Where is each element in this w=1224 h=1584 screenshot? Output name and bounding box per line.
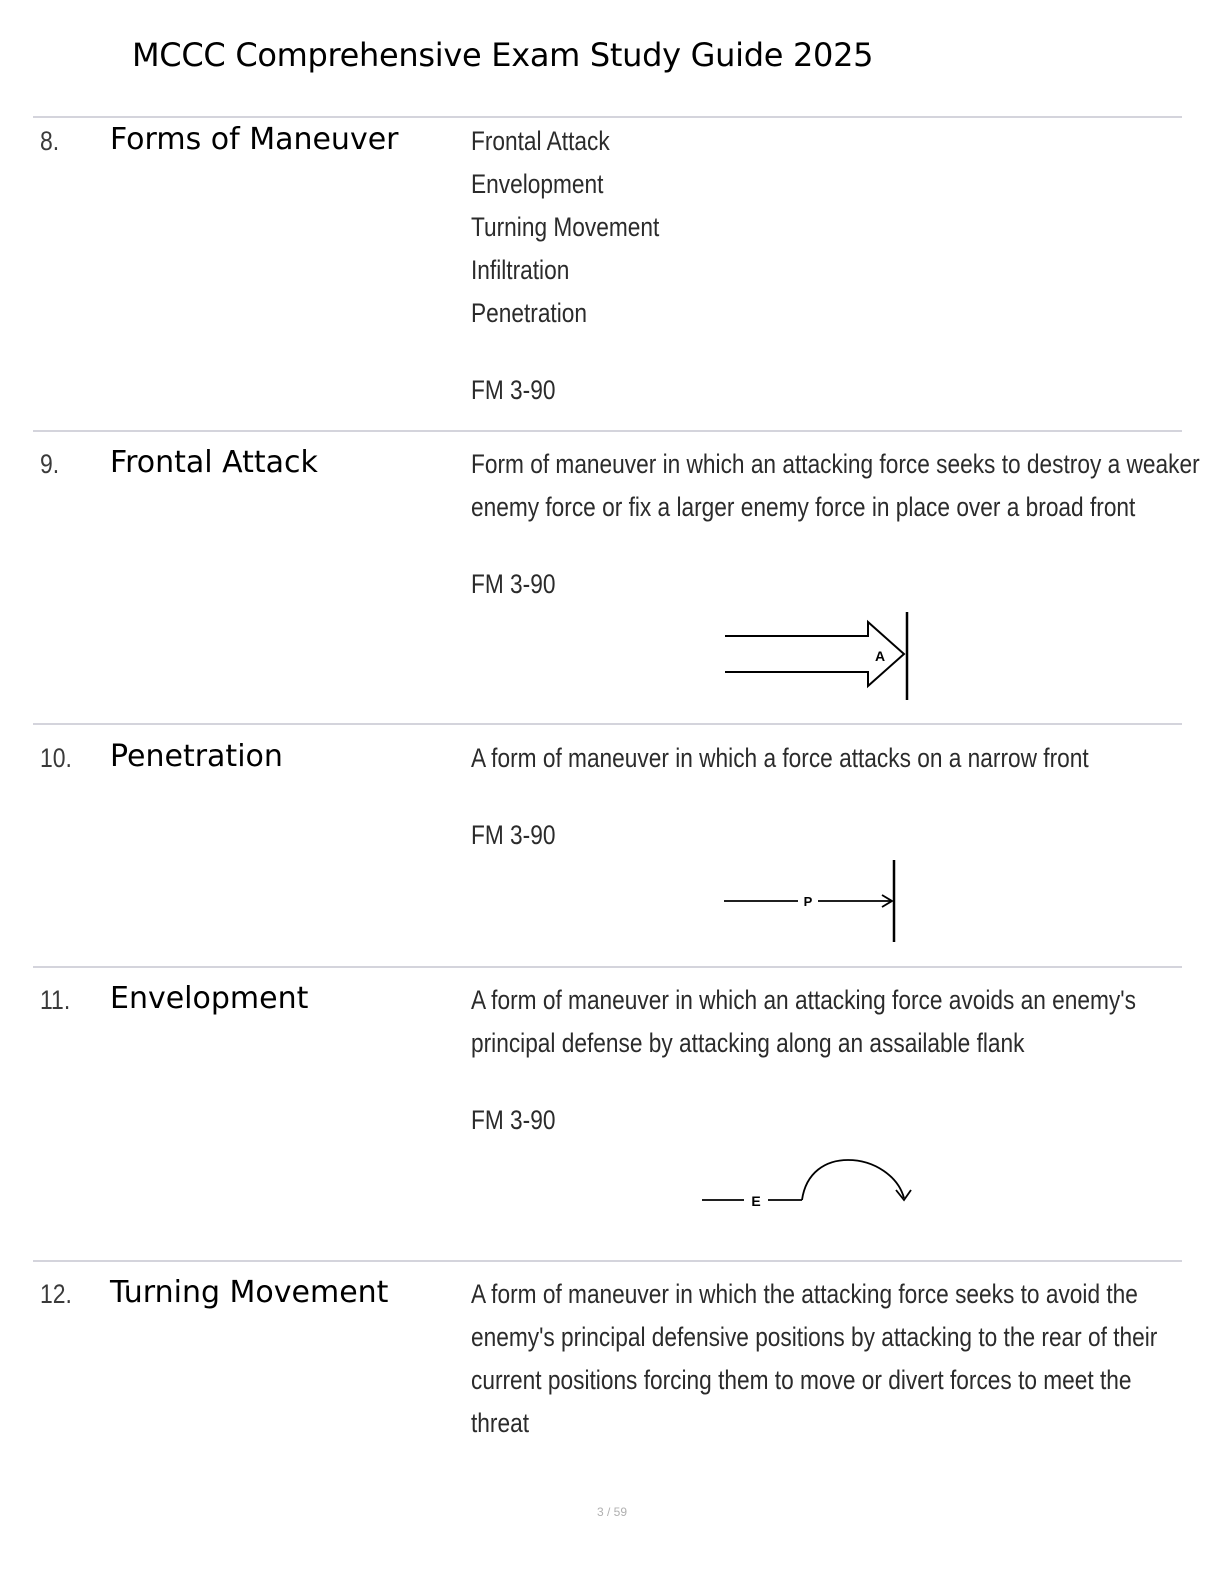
symbol-label: P xyxy=(803,894,813,909)
entry-term: Frontal Attack xyxy=(110,445,318,480)
reference: FM 3-90 xyxy=(471,569,556,599)
definition-line: Penetration xyxy=(471,298,588,328)
entry-definition xyxy=(471,1273,1158,1445)
divider xyxy=(33,430,1182,432)
entry-number: 10. xyxy=(40,743,72,773)
divider xyxy=(33,1260,1182,1262)
divider xyxy=(33,723,1182,725)
symbol-label: A xyxy=(874,648,886,664)
reference: FM 3-90 xyxy=(471,1105,556,1135)
penetration-symbol xyxy=(720,856,910,946)
definition-line: A form of maneuver in which the attacking force seeks to avoid the xyxy=(471,1279,1138,1309)
entry-number: 9. xyxy=(40,449,60,479)
entry-number: 8. xyxy=(40,126,60,156)
entry-number: 12. xyxy=(40,1279,72,1309)
definition-line: Turning Movement xyxy=(471,212,660,242)
definition-line: Frontal Attack xyxy=(471,126,610,156)
frontal-attack-symbol xyxy=(720,608,920,704)
definition-line: principal defense by attacking along an assailable flank xyxy=(471,1028,1025,1058)
entry-definition xyxy=(471,979,1136,1142)
definition-line: enemy force or fix a larger enemy force in place over a broad front xyxy=(471,492,1136,522)
definition-line: current positions forcing them to move or divert forces to meet the xyxy=(471,1365,1132,1395)
definition-line: A form of maneuver in which an attacking force avoids an enemy's xyxy=(471,985,1136,1015)
entry-definition xyxy=(471,737,1093,857)
entry-number: 11. xyxy=(40,985,71,1015)
entry-term: Penetration xyxy=(110,739,283,774)
symbol-label: E xyxy=(751,1193,761,1209)
entry-term: Envelopment xyxy=(110,981,309,1016)
definition-line: Form of maneuver in which an attacking force seeks to destroy a weaker xyxy=(471,449,1200,479)
document-title: MCCC Comprehensive Exam Study Guide 2025 xyxy=(132,36,874,74)
page-number: 3 / 59 xyxy=(596,1505,628,1519)
divider xyxy=(33,966,1182,968)
entry-term: Turning Movement xyxy=(110,1275,389,1310)
divider xyxy=(33,116,1182,118)
definition-line: enemy's principal defensive positions by attacking to the rear of their xyxy=(471,1322,1158,1352)
reference: FM 3-90 xyxy=(471,375,556,405)
envelopment-symbol xyxy=(698,1150,928,1220)
reference: FM 3-90 xyxy=(471,820,556,850)
entry-definition xyxy=(471,120,1093,412)
definition-line: threat xyxy=(471,1408,529,1438)
definition-line: A form of maneuver in which a force attacks on a narrow front xyxy=(471,743,1089,773)
definition-line: Infiltration xyxy=(471,255,570,285)
entry-definition xyxy=(471,443,1200,606)
definition-line: Envelopment xyxy=(471,169,604,199)
entry-term: Forms of Maneuver xyxy=(110,122,399,157)
